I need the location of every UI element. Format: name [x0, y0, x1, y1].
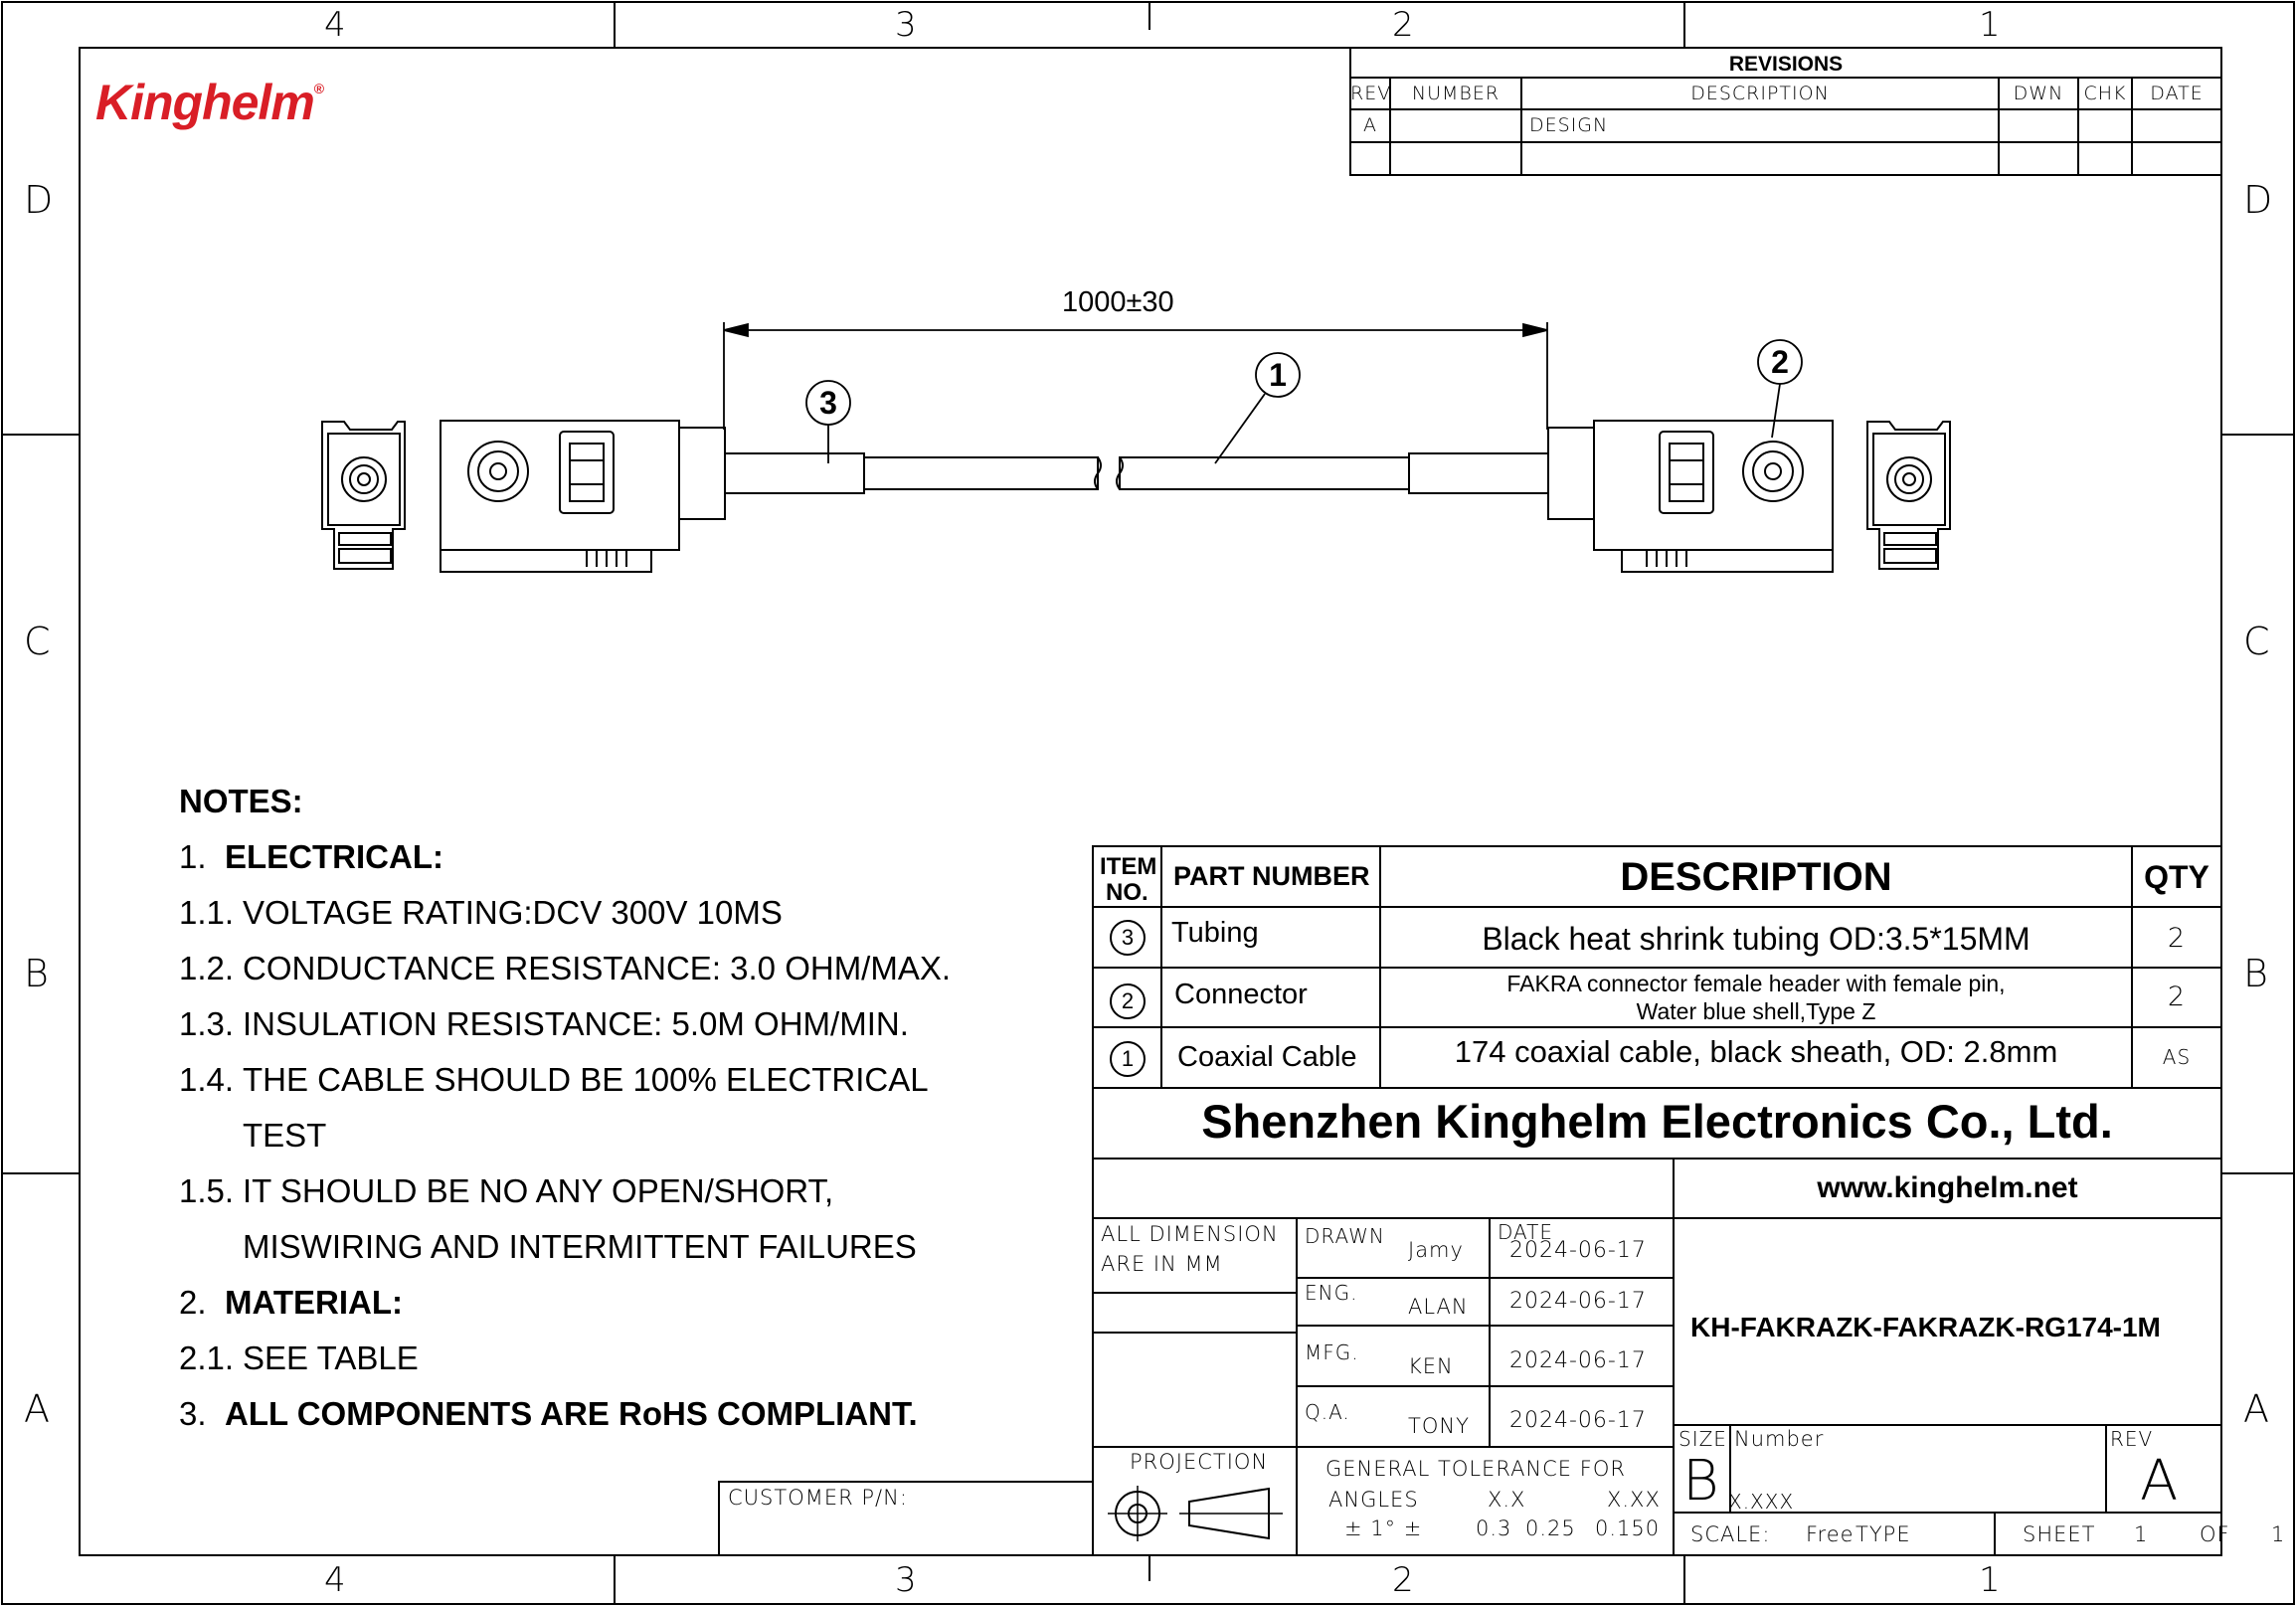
bom-item-3: 3: [1121, 925, 1135, 950]
bom-header-description: DESCRIPTION: [1620, 855, 1892, 899]
rev-row-description: DESIGN: [1529, 114, 1609, 136]
rev-header-date: DATE: [2150, 83, 2204, 104]
bom-header-part-number: PART NUMBER: [1173, 861, 1370, 891]
note-text: THE CABLE SHOULD BE 100% ELECTRICAL: [243, 1061, 929, 1098]
rev-value: A: [2140, 1449, 2180, 1514]
signoff-role: ENG.: [1305, 1281, 1358, 1305]
size-value: B: [1682, 1449, 1720, 1514]
note-text: MATERIAL:: [225, 1284, 404, 1321]
signoff-date: 2024-06-17: [1509, 1289, 1647, 1314]
scale-value: Free: [1806, 1522, 1854, 1546]
company-website[interactable]: www.kinghelm.net: [1817, 1171, 2078, 1204]
sheet-number: 1: [2134, 1522, 2149, 1546]
cable-left-segment: [864, 457, 1098, 489]
type-label: TYPE: [1855, 1522, 1911, 1546]
tolerance-title: GENERAL TOLERANCE FOR: [1325, 1457, 1626, 1481]
bom-item-2: 2: [1121, 988, 1135, 1013]
rev-label: REV: [2110, 1427, 2154, 1451]
tolerance-angle-value: ± 1° ±: [1344, 1517, 1423, 1540]
left-connector-body: [441, 421, 725, 572]
balloon-1: 1: [1269, 357, 1287, 393]
note-number: 1.5.: [179, 1172, 235, 1209]
signoff-date: 2024-06-17: [1509, 1348, 1647, 1373]
zone-col-3-bottom: 3: [895, 1560, 918, 1600]
tolerance-xx-header: X.X: [1488, 1488, 1526, 1512]
zone-col-3-top: 3: [895, 5, 918, 45]
zone-col-2-top: 2: [1392, 5, 1415, 45]
sheet-total: 1: [2271, 1522, 2286, 1546]
zone-col-1-bottom: 1: [1979, 1560, 2002, 1600]
note-number: 1.3.: [179, 1005, 235, 1042]
note-number: 1.4.: [179, 1061, 235, 1098]
right-end-view: [1867, 422, 1950, 569]
bom-desc-2-line2: Water blue shell,Type Z: [1636, 998, 1876, 1024]
tolerance-xx-value: 0.3: [1476, 1517, 1512, 1540]
signoff-name: KEN: [1408, 1354, 1454, 1378]
note-text: IT SHOULD BE NO ANY OPEN/SHORT,: [243, 1172, 834, 1209]
note-number: 2.: [179, 1284, 207, 1321]
signoff-date: 2024-06-17: [1509, 1408, 1647, 1433]
left-end-view: [322, 422, 405, 569]
number-label: Number: [1734, 1427, 1825, 1451]
registered-mark: ®: [313, 81, 324, 96]
signoff-name: Jamy: [1408, 1238, 1464, 1262]
signoff-role: Q.A.: [1305, 1400, 1350, 1424]
zone-row-a-left: A: [24, 1387, 51, 1431]
projection-label: PROJECTION: [1130, 1450, 1269, 1474]
zone-col-4-bottom: 4: [324, 1560, 347, 1600]
company-name: Shenzhen Kinghelm Electronics Co., Ltd.: [1201, 1095, 2113, 1148]
left-tubing: [725, 453, 864, 493]
balloon-leaders: [806, 340, 1802, 463]
note-number: 2.1.: [179, 1339, 235, 1376]
right-connector-body: [1548, 421, 1833, 572]
bom-header-item: ITEM: [1100, 853, 1157, 880]
scale-label: SCALE:: [1690, 1522, 1771, 1546]
note-number: 1.: [179, 838, 207, 875]
note-number: 1.2.: [179, 950, 235, 986]
note-number: 1.1.: [179, 894, 235, 931]
dimension-length-label: 1000±30: [1062, 286, 1174, 318]
right-tubing: [1409, 453, 1548, 493]
zone-row-b-right: B: [2243, 952, 2269, 995]
signoff-name: TONY: [1408, 1414, 1470, 1438]
balloon-2: 2: [1771, 344, 1789, 380]
tolerance-xxx-header: X.XX: [1607, 1488, 1661, 1512]
note-text: TEST: [243, 1117, 327, 1154]
dims-note-line1: ALL DIMENSION: [1101, 1222, 1279, 1246]
balloon-3: 3: [819, 385, 837, 421]
signoff-role: MFG.: [1305, 1340, 1359, 1364]
note-text: MISWIRING AND INTERMITTENT FAILURES: [243, 1228, 917, 1265]
sheet-label: SHEET: [2023, 1522, 2096, 1546]
bom-qty-2: 2: [2167, 981, 2187, 1012]
bom-qty-1: AS: [2162, 1045, 2192, 1069]
zone-col-1-top: 1: [1979, 5, 2002, 45]
drawing-part-number: KH-FAKRAZK-FAKRAZK-RG174-1M: [1690, 1312, 2161, 1342]
projection-symbol-icon: [1108, 1486, 1283, 1541]
customer-pn-label: CUSTOMER P/N:: [728, 1486, 908, 1510]
rev-row-rev: A: [1363, 114, 1377, 136]
bom-desc-3: Black heat shrink tubing OD:3.5*15MM: [1482, 921, 2031, 957]
signoff-name: ALAN: [1408, 1295, 1469, 1319]
notes-title: NOTES:: [179, 783, 303, 819]
cable-right-segment: [1120, 457, 1409, 489]
rev-header-rev: REV: [1350, 83, 1392, 104]
note-number: 3.: [179, 1395, 207, 1432]
note-text: CONDUCTANCE RESISTANCE: 3.0 OHM/MAX.: [243, 950, 952, 986]
note-text: ELECTRICAL:: [225, 838, 443, 875]
logo-text: Kinghelm: [95, 75, 314, 130]
rev-header-description: DESCRIPTION: [1690, 83, 1830, 104]
zone-row-b-left: B: [24, 952, 50, 995]
bom-desc-2-line1: FAKRA connector female header with female pin,: [1506, 971, 2006, 996]
bom-desc-1: 174 coaxial cable, black sheath, OD: 2.8mm: [1454, 1034, 2058, 1069]
tolerance-xxxx: X.XXX: [1728, 1490, 1795, 1514]
dims-note-line2: ARE IN MM: [1101, 1252, 1223, 1276]
zone-row-d-left: D: [24, 178, 55, 222]
tolerance-xxx-value2: 0.150: [1595, 1517, 1661, 1540]
bom-qty-3: 2: [2167, 923, 2187, 954]
revisions-title: REVISIONS: [1728, 53, 1844, 76]
tolerance-angles: ANGLES: [1328, 1488, 1419, 1512]
note-text: VOLTAGE RATING:DCV 300V 10MS: [243, 894, 783, 931]
zone-row-d-right: D: [2243, 178, 2274, 222]
zone-row-a-right: A: [2243, 1387, 2270, 1431]
bom-header-qty: QTY: [2144, 859, 2209, 895]
of-label: OF: [2200, 1522, 2230, 1546]
rev-header-dwn: DWN: [2013, 83, 2064, 104]
note-text: INSULATION RESISTANCE: 5.0M OHM/MIN.: [243, 1005, 909, 1042]
zone-col-4-top: 4: [324, 5, 347, 45]
bom-item-1: 1: [1121, 1046, 1135, 1071]
tolerance-xxx-value1: 0.25: [1525, 1517, 1576, 1540]
zone-col-2-bottom: 2: [1392, 1560, 1415, 1600]
bom-header-no: NO.: [1106, 879, 1148, 906]
bom-part-3: Tubing: [1171, 917, 1259, 949]
rev-header-chk: CHK: [2083, 83, 2127, 104]
signoff-role: DRAWN: [1305, 1224, 1385, 1248]
signoff-date: 2024-06-17: [1509, 1238, 1647, 1263]
bom-part-2: Connector: [1174, 979, 1308, 1010]
size-label: SIZE: [1678, 1427, 1727, 1451]
zone-row-c-left: C: [24, 620, 52, 663]
zone-row-c-right: C: [2243, 620, 2271, 663]
cable-assembly: [322, 322, 1950, 572]
note-text: ALL COMPONENTS ARE RoHS COMPLIANT.: [225, 1395, 918, 1432]
kinghelm-logo: [95, 75, 324, 130]
date-label: DATE: [1498, 1220, 1554, 1244]
note-text: SEE TABLE: [243, 1339, 419, 1376]
rev-header-number: NUMBER: [1411, 83, 1501, 104]
bom-part-1: Coaxial Cable: [1177, 1041, 1357, 1073]
